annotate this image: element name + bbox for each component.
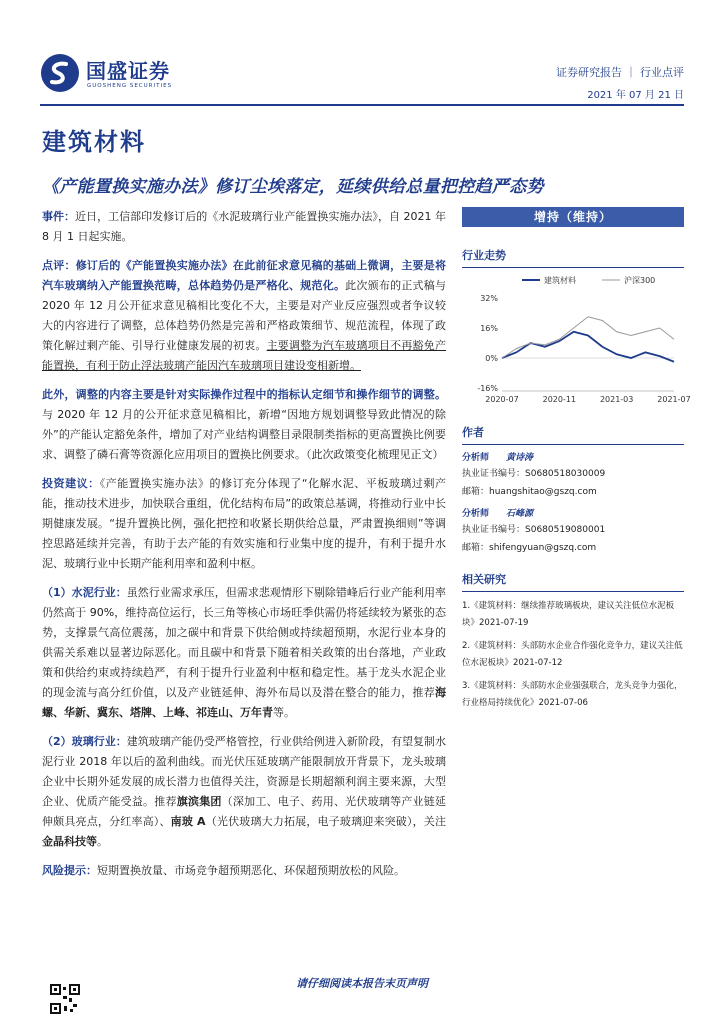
related-item[interactable]: 2.《建筑材料：头部防水企业合作强化竞争力，建议关注低位水泥板块》2021-07-12 [462,641,683,668]
event-label: 事件： [42,210,76,223]
logo-icon [40,53,80,93]
authors-title: 作者 [462,424,684,445]
analyst-2-cert-row [462,521,684,539]
glass-pick-3: 金晶科技等 [42,835,97,848]
header-divider [40,104,684,106]
glass-mid-2: （光伏玻璃大力拓展，电子玻璃迎来突破），关注 [205,815,447,828]
x-tick-label: 2020-11 [542,395,577,404]
comment-paragraph [42,256,446,376]
analyst-2-email-row [462,539,684,557]
trend-chart-svg [462,268,691,408]
cement-label: （1）水泥行业： [42,586,127,599]
risk-paragraph [42,861,446,881]
logo-text-cn: 国盛证券 [86,59,170,83]
report-date: 2021 年 07 月 21 日 [587,90,684,101]
glass-text: 建筑玻璃产能仍受严格管控，行业供给例进入新阶段，有望复制水泥行业 2018 年以后的盈利曲线。而光伏压延玻璃产能限制放开背景下，龙头玻璃企业中长期外延发展的成长潜力也值得关注，资源是长期超额利润主要来源，大型企业、优质产能受益。推荐 [42,735,446,808]
event-text: 近日，工信部印发修订后的《水泥玻璃行业产能置换实施办法》，自 2021 年 8 月 1 日起实施。 [42,210,446,243]
x-tick-label: 2020-07 [485,395,519,404]
related-item[interactable]: 1.《建筑材料：继续推荐玻璃板块，建议关注低位水泥板块》2021-07-19 [462,601,675,628]
rating-badge: 增持（维持） [462,207,684,227]
related-item[interactable]: 3.《建筑材料：头部防水企业强强联合，龙头竞争力强化，行业格局持续优化》2021-07-06 [462,681,683,708]
related-title: 相关研究 [462,571,684,592]
disclaimer-note: 请仔细阅读本报告末页声明 [296,977,428,990]
analyst-2-cert: S0680519080001 [525,525,606,535]
analyst-1-email[interactable]: huangshitao@gszq.com [489,487,597,497]
trend-chart [462,268,691,408]
x-tick-label: 2021-07 [657,395,691,404]
adjustment-highlight: 此外，调整的内容主要是针对实际操作过程中的指标认定细节和操作细节的调整。 [42,388,446,401]
analyst-2-label: 分析师 [462,509,490,519]
glass-label: （2）玻璃行业： [42,735,127,748]
cement-text: 虽然行业需求承压，但需求悲观情形下剔除错峰后行业产能利用率仍然高于 90%，维持高位运行，长三角等核心市场旺季供需仍将延续较为紧张的态势，支撑景气高位震荡，加之碳中和背景下供给侧或持续超预期，水泥行业本身的供需关系难以显著边际恶化。而且碳中和背景下随着相关政策的出台落地，产业政策和供给约束或持续趋严，有利于提升行业盈利中枢和稳定性。基于龙头水泥企业的现金流与高分红价值，以及产业链延伸、海外布局以及潜在整合的能力，推荐 [42,586,446,699]
glass-end: 。 [97,835,108,848]
glass-pick-1: 旗滨集团 [176,795,222,808]
x-tick-label: 2021-03 [599,395,634,404]
qr-code-icon [50,984,80,1014]
glass-pick-2: 南玻 A [170,815,206,828]
analyst-2-email[interactable]: shifengyuan@gszq.com [489,543,597,553]
main-content [42,207,446,890]
glass-paragraph [42,732,446,852]
investment-label: 投资建议： [42,477,100,490]
sector-title: 建筑材料 [42,128,146,156]
comment-underline: 主要调整为汽车玻璃项目不再豁免产能置换，有利于防止浮法玻璃产能因汽车玻璃项目建设变相新增。 [42,339,447,372]
analyst-1-cert: S0680518030009 [525,469,606,479]
risk-text: 短期置换放量、市场竞争超预期恶化、环保超预期放松的风险。 [97,864,405,877]
cement-picks: 海螺、华新、冀东、塔牌、上峰、祁连山、万年青 [42,686,446,719]
analyst-1-name: 黄诗涛 [506,453,534,463]
company-logo [40,53,190,97]
analyst-1-email-row [462,483,684,501]
y-tick-label: 16% [480,324,498,333]
investment-text: 《产能置换实施办法》的修订充分体现了“化解水泥、平板玻璃过剩产能，推动技术进步，加快联合重组，优化结构布局”的政策总基调，将推动行业中长期健康发展。“提升置换比例，强化把控和收紧长期供给总量，严肃置换细则”等调控思路延续并完善，有助于去产能的有效实施和行业集中度的提升，有利于提升水泥、玻璃行业中长期产能利用率和盈利中枢。 [42,477,446,570]
series-line-0 [502,332,674,362]
analyst-1-email-label: 邮箱： [462,487,490,497]
series-line-1 [502,317,674,358]
legend-label: 沪深300 [624,276,656,285]
analyst-1 [462,451,684,465]
adjustment-text: 与 2020 年 12 月的公开征求意见稿相比，新增“因地方规划调整导致此情况的除外”的产能认定豁免条件，增加了对产业结构调整目录限制类指标的更高置换比例要求、调整了磷石膏等资源化应用项目的置换比例要求。（此次政策变化梳理见正文） [42,408,446,461]
analyst-1-label: 分析师 [462,453,490,463]
analyst-1-cert-row [462,465,684,483]
adjustment-paragraph [42,385,446,465]
sidebar [462,207,691,712]
report-headline: 《产能置换实施办法》修订尘埃落定，延续供给总量把控趋严态势 [42,177,544,197]
trend-title: 行业走势 [462,247,684,268]
y-tick-label: 32% [480,294,498,303]
glass-mid: （深加工、电子、药用、光伏玻璃等产业链延伸颇具亮点，分红率高）、 [42,795,447,828]
legend-label: 建筑材料 [544,276,576,285]
y-tick-label: 0% [485,354,498,363]
comment-highlight: 修订后的《产能置换实施办法》在此前征求意见稿的基础上微调，主要是将汽车玻璃纳入产能置换范畴，总体趋势仍是严格化、规范化。 [42,259,446,292]
risk-label: 风险提示： [42,864,97,877]
analyst-2-email-label: 邮箱： [462,543,490,553]
report-type: 证券研究报告 ｜ 行业点评 [556,66,684,79]
cement-paragraph [42,583,446,723]
comment-text: 此次颁布的正式稿与 2020 年 12 月公开征求意见稿相比变化不大，主要是对产业反应强烈或者争议较大的内容进行了调整，总体趋势仍然是完善和严格政策细节、规范流程，体现了政策化解过剩产能、引导行业健康发展的初衷。 [42,279,447,352]
analyst-2-cert-label: 执业证书编号： [462,525,526,535]
analyst-2 [462,507,684,521]
event-paragraph [42,207,446,247]
investment-paragraph [42,474,446,574]
logo-text-en: GUOSHENG SECURITIES [87,83,173,89]
analyst-2-name: 石峰源 [506,509,534,519]
comment-label: 点评： [42,259,76,272]
cement-end: 等。 [273,706,295,719]
y-tick-label: -16% [477,384,498,393]
analyst-1-cert-label: 执业证书编号： [462,469,526,479]
